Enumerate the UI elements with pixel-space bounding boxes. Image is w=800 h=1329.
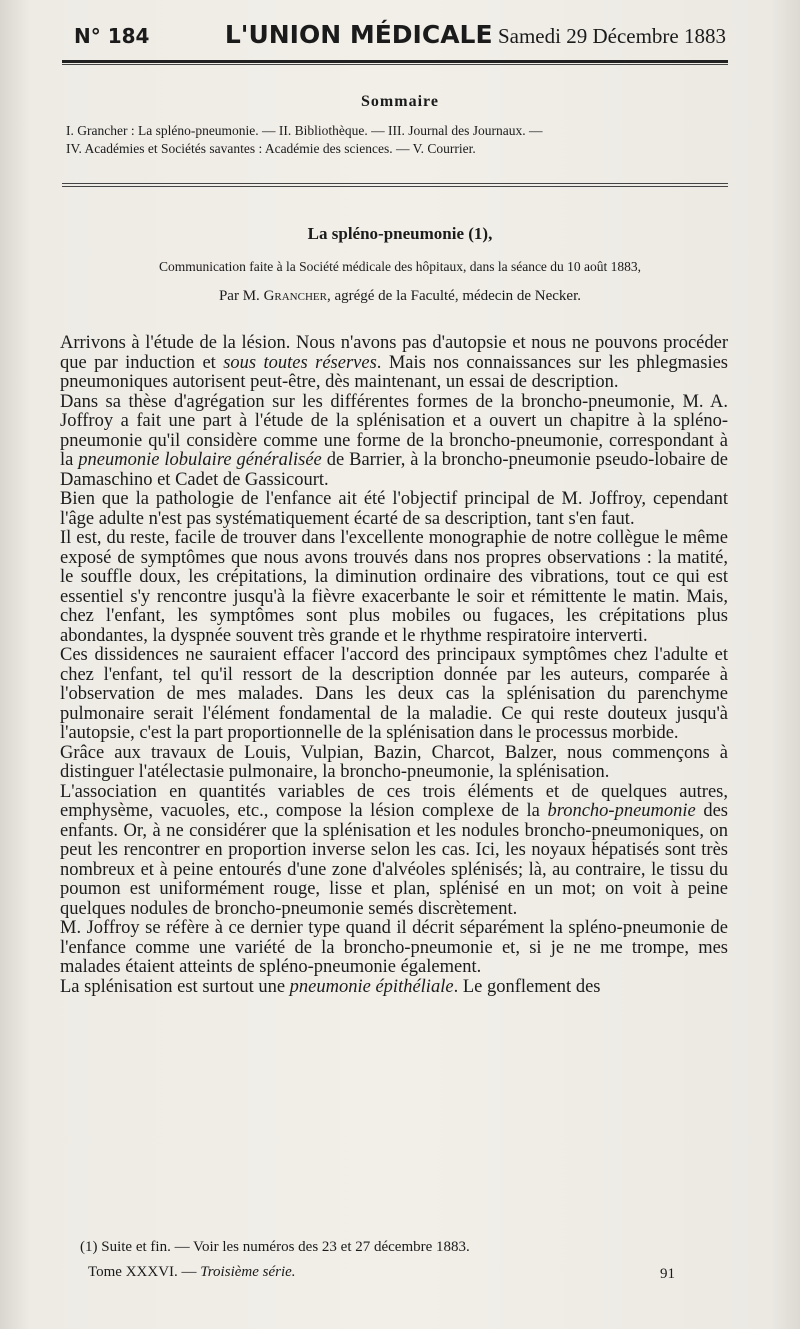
author-suffix: , agrégé de la Faculté, médecin de Necker. (326, 288, 582, 304)
masthead-rule (62, 60, 728, 63)
footnote: (1) Suite et fin. — Voir les numéros des 23 et 27 décembre 1883. (80, 1239, 470, 1255)
paragraph: L'association en quantités variables de ces trois éléments et de quelques autres, emphysème, vacuoles, etc., compose la lésion complexe de la broncho-pneumonie des enfants. Or, à ne considérer que la splénisation et les nodules broncho-pneumoniques, on peut les rencontrer en proportion inverse selon les cas. Ici, les noyaux hépatisés sont très nombreux et à peine entourés d'une zone d'alvéoles splénisés; là, au contraire, le tissu du poumon est uniformément rouge, lisse et plan, splénisé en un mot; on voit à peine quelques nodules de broncho-pneumonie semés discrètement. (60, 781, 728, 919)
paragraph: Il est, du reste, facile de trouver dans l'excellente monographie de notre collègue le même exposé de symptômes que nous avons trouvés dans nos propres observations : la matité, le souffle doux, les crépitations, la diminution ordinaire des vibrations, tout ce qui est essentiel s'y rencontre jusqu'à la fièvre exacerbante le soir et rémittente le matin. Mais, chez l'enfant, les symptômes sont plus mobiles ou fugaces, les crépitations plus abondantes, la dyspnée souvent très grande et le rhythme respiratoire interverti. (60, 528, 728, 646)
paragraph: La splénisation est surtout une pneumonie épithéliale. Le gonflement des (60, 976, 601, 997)
sommaire-line: IV. Académies et Sociétés savantes : Académie des sciences. — V. Courrier. (66, 141, 476, 156)
article-title: La spléno-pneumonie (1), (307, 224, 493, 243)
masthead (74, 20, 726, 52)
journal-title: L'UNION MÉDICALE (224, 20, 493, 49)
sommaire-entries (66, 122, 728, 158)
article-subtitle: Communication faite à la Société médicale des hôpitaux, dans la séance du 10 août 1883, (158, 259, 642, 274)
author-name: Grancher (263, 288, 327, 304)
volume-info (88, 1264, 296, 1281)
paragraph: Dans sa thèse d'agrégation sur les différentes formes de la broncho-pneumonie, M. A. Joffroy a fait une part à l'étude de la splénisation et a ouvert un chapitre à la spléno-pneumonie qu'il considère comme une forme de la broncho-pneumonie, correspondant à la pneumonie lobulaire généralisée de Barrier, à la broncho-pneumonie pseudo-lobaire de Damaschino et Cadet de Gassicourt. (60, 391, 728, 490)
issue-date: Samedi 29 Décembre 1883 (497, 24, 726, 48)
page-number: 91 (660, 1266, 675, 1282)
author-prefix: Par M. (218, 288, 264, 304)
article-author (50, 288, 750, 305)
paragraph: Bien que la pathologie de l'enfance ait été l'objectif principal de M. Joffroy, cependant l'âge adulte n'est pas systématiquement écarté de sa description, tant s'en faut. (60, 489, 728, 529)
issue-number: N° 184 (74, 24, 150, 48)
volume-series: Troisième série. (200, 1264, 296, 1280)
section-rule-2 (62, 186, 728, 187)
masthead-rule-thin (62, 64, 728, 65)
paragraph: Ces dissidences ne sauraient effacer l'accord des principaux symptômes chez l'adulte et chez l'enfant, tel qu'il ressort de la description donnée par les auteurs, comparée à l'observation de mes malades. Dans les deux cas la splénisation du parenchyme pulmonaire serait l'élément fondamental de la maladie. Ce qui reste douteux jusqu'à l'autopsie, c'est la part proportionnelle de la splénisation dans le processus morbide. (60, 645, 728, 743)
article-body (60, 334, 728, 997)
paragraph: Arrivons à l'étude de la lésion. Nous n'avons pas d'autopsie et nous ne pouvons procéder que par induction et sous toutes réserves. Mais nos connaissances sur les phlegmasies pneumoniques autorisent peut-être, dès maintenant, un essai de description. (60, 333, 728, 392)
paragraph: Grâce aux travaux de Louis, Vulpian, Bazin, Charcot, Balzer, nous commençons à distinguer l'atélectasie pulmonaire, la broncho-pneumonie, la splénisation. (60, 742, 728, 782)
sommaire-line: I. Grancher : La spléno-pneumonie. — II. Bibliothèque. — III. Journal des Journaux. — (66, 123, 543, 138)
volume-label: Tome XXXVI. — (88, 1264, 201, 1280)
section-rule (62, 183, 728, 184)
paragraph: M. Joffroy se réfère à ce dernier type quand il décrit séparément la spléno-pneumonie de l'enfance comme une variété de la broncho-pneumonie et, si je ne me trompe, mes malades étaient atteints de spléno-pneumonie également. (60, 918, 728, 977)
sommaire-heading: Sommaire (361, 93, 439, 110)
